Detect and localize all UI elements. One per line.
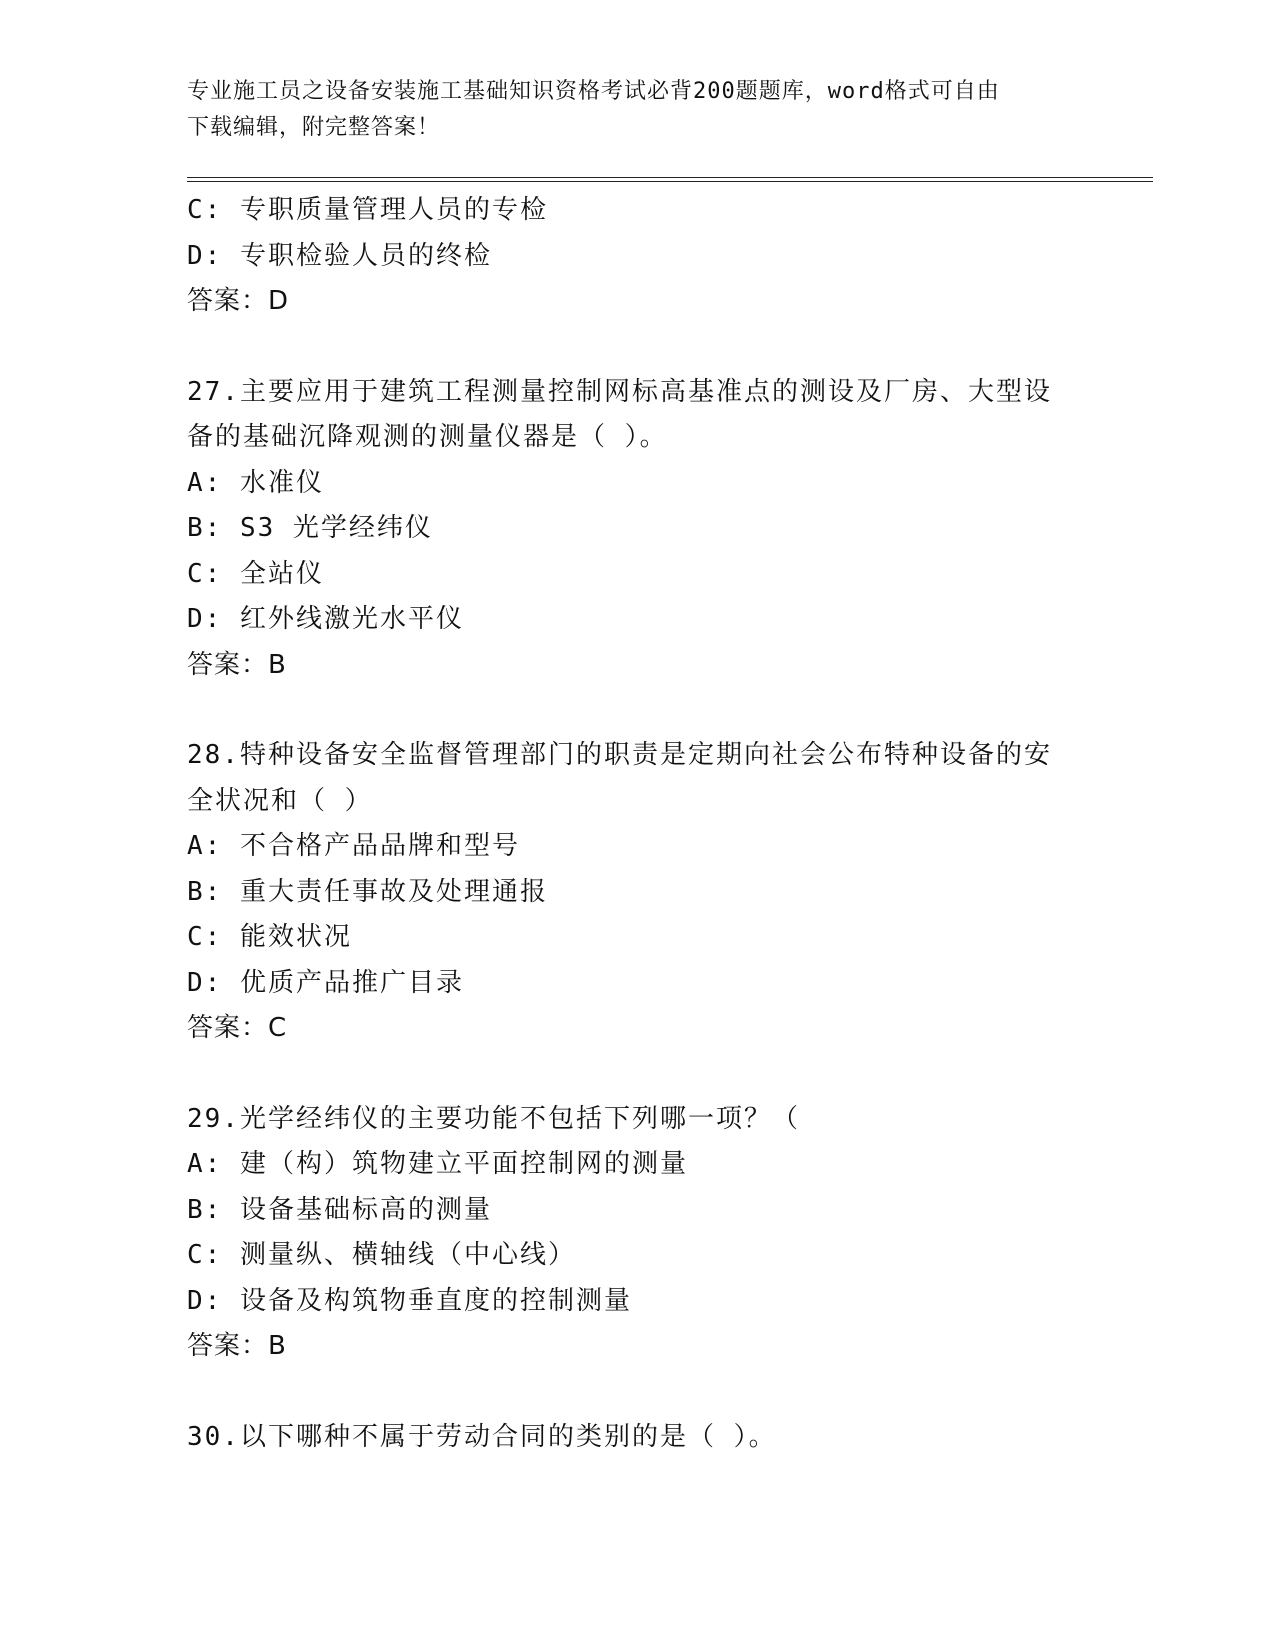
option-c: C: 能效状况: [187, 922, 352, 952]
question-26-continuation: [187, 188, 1087, 325]
option-a: A: 水准仪: [187, 467, 324, 498]
answer: 答案：B: [187, 649, 287, 680]
stem-line: 全状况和（ ）: [187, 785, 373, 816]
stem-line: 30.以下哪种不属于劳动合同的类别的是（ ）。: [187, 1421, 777, 1452]
option-a: A: 建（构）筑物建立平面控制网的测量: [187, 1149, 688, 1179]
option-c: C: 测量纵、横轴线（中心线）: [187, 1240, 576, 1270]
option-c: C: 专职质量管理人员的专检: [187, 195, 548, 225]
stem-line: 29.光学经纬仪的主要功能不包括下列哪一项？（: [187, 1103, 800, 1134]
document-body: [187, 188, 1087, 1460]
question-stem: [187, 1415, 1087, 1461]
answer: 答案：B: [187, 1331, 287, 1361]
option-b: B: S3 光学经纬仪: [187, 513, 433, 543]
option-d: D: 红外线激光水平仪: [187, 604, 464, 634]
question-stem: [187, 370, 1087, 461]
option-a: A: 不合格产品品牌和型号: [187, 831, 520, 861]
option-c: C: 全站仪: [187, 558, 324, 589]
question-stem: [187, 1097, 1087, 1143]
stem-line: 备的基础沉降观测的测量仪器是（ ）。: [187, 422, 668, 452]
header-divider: [187, 177, 1153, 182]
question-stem: [187, 733, 1087, 824]
option-b: B: 重大责任事故及处理通报: [187, 876, 548, 907]
question-30: [187, 1415, 1087, 1461]
option-d: D: 设备及构筑物垂直度的控制测量: [187, 1285, 632, 1316]
header-line-2: 下载编辑，附完整答案！: [187, 115, 441, 140]
option-d: D: 优质产品推广目录: [187, 967, 464, 998]
document-header: [187, 74, 1077, 146]
header-line-1: 专业施工员之设备安装施工基础知识资格考试必背200题题库，word格式可自由: [187, 79, 1000, 104]
question-29: [187, 1097, 1087, 1370]
stem-line: 27.主要应用于建筑工程测量控制网标高基准点的测设及厂房、大型设: [187, 376, 1052, 407]
option-d: D: 专职检验人员的终检: [187, 240, 492, 271]
answer: 答案：C: [187, 1013, 288, 1043]
question-28: [187, 733, 1087, 1052]
question-27: [187, 370, 1087, 689]
option-b: B: 设备基础标高的测量: [187, 1194, 492, 1225]
answer: 答案：D: [187, 286, 290, 316]
stem-line: 28.特种设备安全监督管理部门的职责是定期向社会公布特种设备的安: [187, 740, 1052, 770]
